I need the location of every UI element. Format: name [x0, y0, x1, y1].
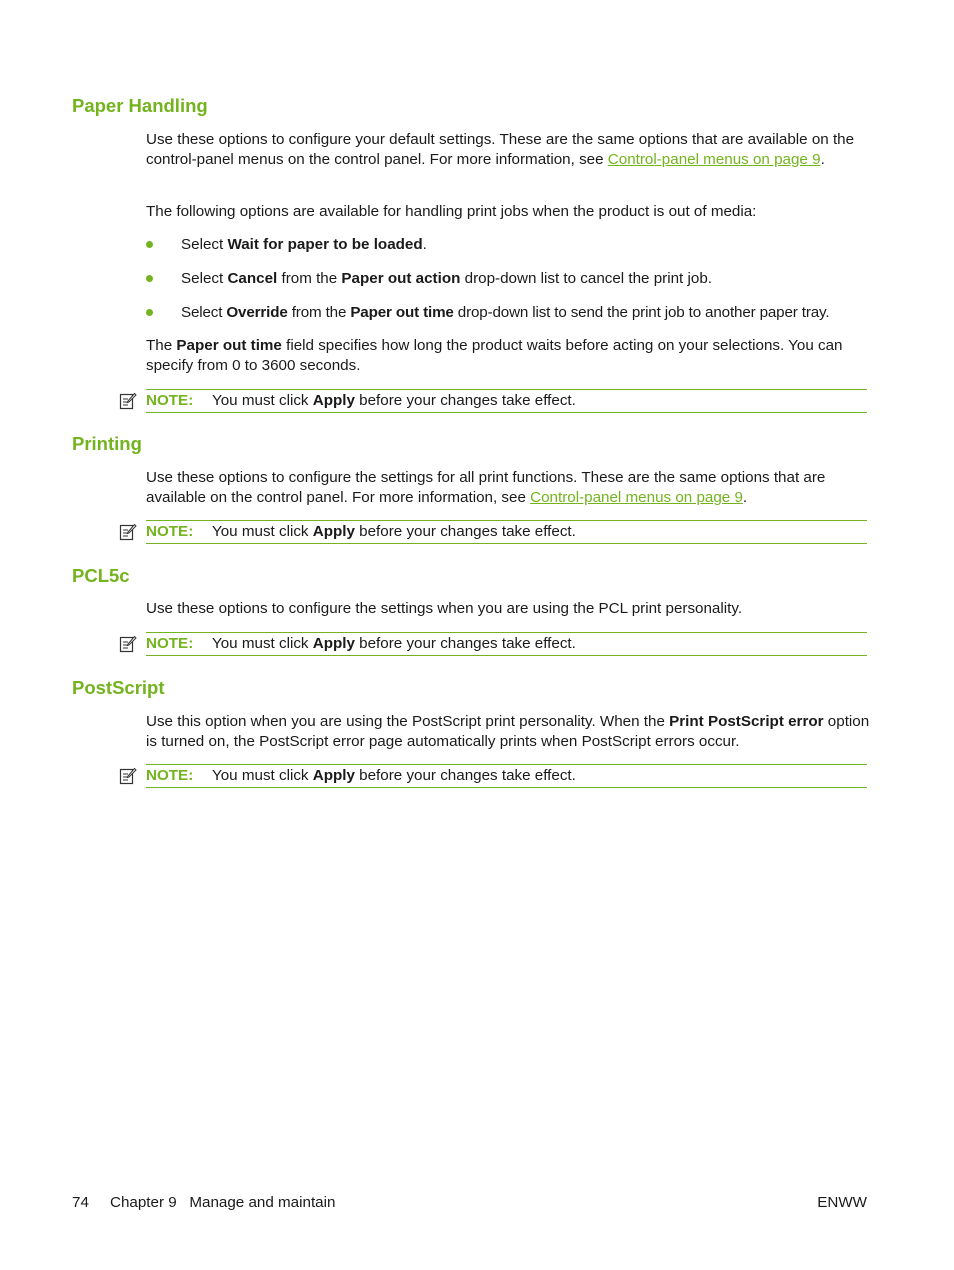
note-box — [146, 389, 867, 413]
note-pencil-icon — [119, 767, 137, 785]
note-pencil-icon — [119, 392, 137, 410]
heading-paper-handling: Paper Handling — [72, 95, 208, 116]
note-pencil-icon — [119, 523, 137, 541]
footer-chapter: Chapter 9 Manage and maintain — [110, 1194, 336, 1211]
pcl5c-intro: Use these options to configure the settings when you are using the PCL print personality. — [146, 600, 743, 617]
footer-page-number: 74 — [72, 1194, 89, 1211]
note-label: NOTE: — [146, 523, 194, 540]
bullet-icon — [146, 241, 153, 248]
note-box — [146, 520, 867, 544]
note-text: You must click Apply before your changes take effect. — [212, 523, 576, 540]
note-text: You must click Apply before your changes take effect. — [212, 392, 576, 409]
postscript-intro: Use this option when you are using the PostScript print personality. When the Print PostScript error option is turned on, the PostScript error page automatically prints when PostScript errors occur. — [146, 713, 870, 750]
bullet-icon — [146, 275, 153, 282]
note-text: You must click Apply before your changes take effect. — [212, 635, 576, 652]
paper-handling-options-intro: The following options are available for handling print jobs when the product is out of media: — [146, 203, 757, 220]
bullet-icon — [146, 309, 153, 316]
note-label: NOTE: — [146, 635, 194, 652]
note-box — [146, 764, 867, 788]
footer-locale: ENWW — [817, 1194, 867, 1211]
control-panel-menus-link[interactable]: Control-panel menus on page 9 — [607, 150, 821, 168]
note-label: NOTE: — [146, 767, 194, 784]
printing-intro: Use these options to configure the settings for all print functions. These are the same options that are available on the control panel. For more information, see Control-panel menus on page 9. — [146, 469, 826, 506]
paper-handling-intro: Use these options to configure your default settings. These are the same options that are available on the control-panel menus on the control panel. For more information, see Control-panel menus on page 9. — [146, 131, 855, 168]
paper-out-time-description: The Paper out time field specifies how long the product waits before acting on your selections. You can specify from 0 to 3600 seconds. — [146, 337, 843, 374]
control-panel-menus-link[interactable]: Control-panel menus on page 9 — [530, 488, 743, 506]
note-text: You must click Apply before your changes take effect. — [212, 767, 576, 784]
heading-printing: Printing — [72, 433, 142, 454]
note-box — [146, 632, 867, 656]
heading-postscript: PostScript — [72, 677, 165, 698]
note-label: NOTE: — [146, 392, 194, 409]
heading-pcl5c: PCL5c — [72, 565, 130, 586]
note-pencil-icon — [119, 635, 137, 653]
